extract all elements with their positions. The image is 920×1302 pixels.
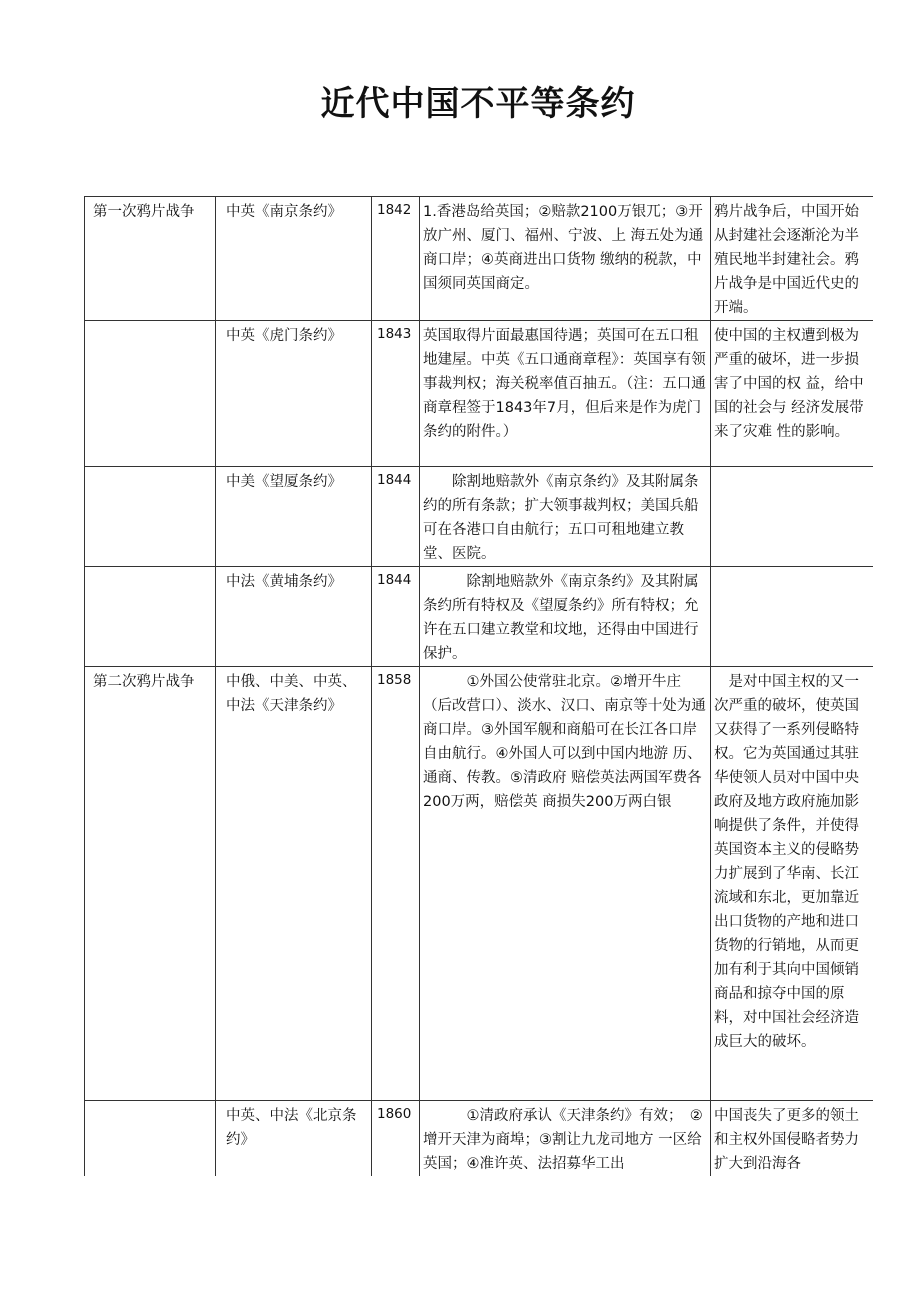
treaty-cell: 中英、中法《北京条约》 (216, 1101, 372, 1177)
impact-cell: 鸦片战争后，中国开始从封建社会逐渐沦为半殖民地半封建社会。鸦片战争是中国近代史的开端。 (711, 197, 874, 321)
table-row (85, 197, 874, 321)
content-cell: 除割地赔款外《南京条约》及其附属条约所有特权及《望厦条约》所有特权；允许在五口建立教堂和坟地，还得由中国进行保护。 (420, 567, 711, 667)
impact-cell (711, 567, 874, 667)
year-cell: 1844 (372, 467, 420, 567)
year-cell: 1843 (372, 321, 420, 467)
year-cell: 1860 (372, 1101, 420, 1177)
year-cell: 1842 (372, 197, 420, 321)
year-cell: 1844 (372, 567, 420, 667)
treaty-cell: 中法《黄埔条约》 (216, 567, 372, 667)
war-cell (85, 1101, 216, 1177)
table-row (85, 321, 874, 467)
year-cell: 1858 (372, 667, 420, 1101)
content-cell: 除割地赔款外《南京条约》及其附属条约的所有条款；扩大领事裁判权；美国兵船可在各港口自由航行；五口可租地建立教堂、医院。 (420, 467, 711, 567)
war-cell: 第一次鸦片战争 (85, 197, 216, 321)
impact-cell: 中国丧失了更多的领土和主权外国侵略者势力扩大到沿海各 (711, 1101, 874, 1177)
treaty-table-container (84, 196, 873, 1176)
table-row (85, 667, 874, 1101)
treaty-cell: 中英《虎门条约》 (216, 321, 372, 467)
war-cell (85, 467, 216, 567)
page-title: 近代中国不平等条约 (320, 84, 636, 124)
war-cell: 第二次鸦片战争 (85, 667, 216, 1101)
war-cell (85, 567, 216, 667)
war-cell (85, 321, 216, 467)
impact-cell (711, 467, 874, 567)
impact-cell: 是对中国主权的又一次严重的破坏，使英国又获得了一系列侵略特权。它为英国通过其驻华使领人员对中国中央政府及地方政府施加影响提供了条件，并使得英国资本主义的侵略势力扩展到了华南、长江流域和东北，更加靠近出口货物的产地和进口货物的行销地，从而更加有利于其向中国倾销商品和掠夺中国的原料，对中国社会经济造成巨大的破坏。 (711, 667, 874, 1101)
content-cell: ①外国公使常驻北京。②增开牛庄（后改营口）、淡水、汉口、南京等十处为通商口岸。③外国军舰和商船可在长江各口岸自由航行。④外国人可以到中国内地游 历、通商、传教。⑤清政府 赔偿英法两国军费各200万两，赔偿英 商损失200万两白银 (420, 667, 711, 1101)
treaty-cell: 中英《南京条约》 (216, 197, 372, 321)
treaty-cell: 中美《望厦条约》 (216, 467, 372, 567)
treaty-cell: 中俄、中美、中英、 中法《天津条约》 (216, 667, 372, 1101)
impact-cell: 使中国的主权遭到极为严重的破坏，进一步损害了中国的权 益，给中国的社会与 经济发展带来了灾难 性的影响。 (711, 321, 874, 467)
content-cell: ①清政府承认《天津条约》有效； ②增开天津为商埠；③割让九龙司地方 一区给英国；④准许英、法招募华工出 (420, 1101, 711, 1177)
table-row (85, 467, 874, 567)
content-cell: 1.香港岛给英国；②赔款2100万银兀；③开放广州、厦门、福州、宁波、上 海五处为通商口岸；④英商进出口货物 缴纳的税款，中国须同英国商定。 (420, 197, 711, 321)
content-cell: 英国取得片面最惠国待遇；英国可在五口租地建屋。中英《五口通商章程》：英国享有领事裁判权；海关税率值百抽五。（注：五口通商章程签于1843年7月，但后来是作为虎门条约的附件。） (420, 321, 711, 467)
table-row (85, 567, 874, 667)
treaty-table (84, 196, 873, 1176)
table-row (85, 1101, 874, 1177)
